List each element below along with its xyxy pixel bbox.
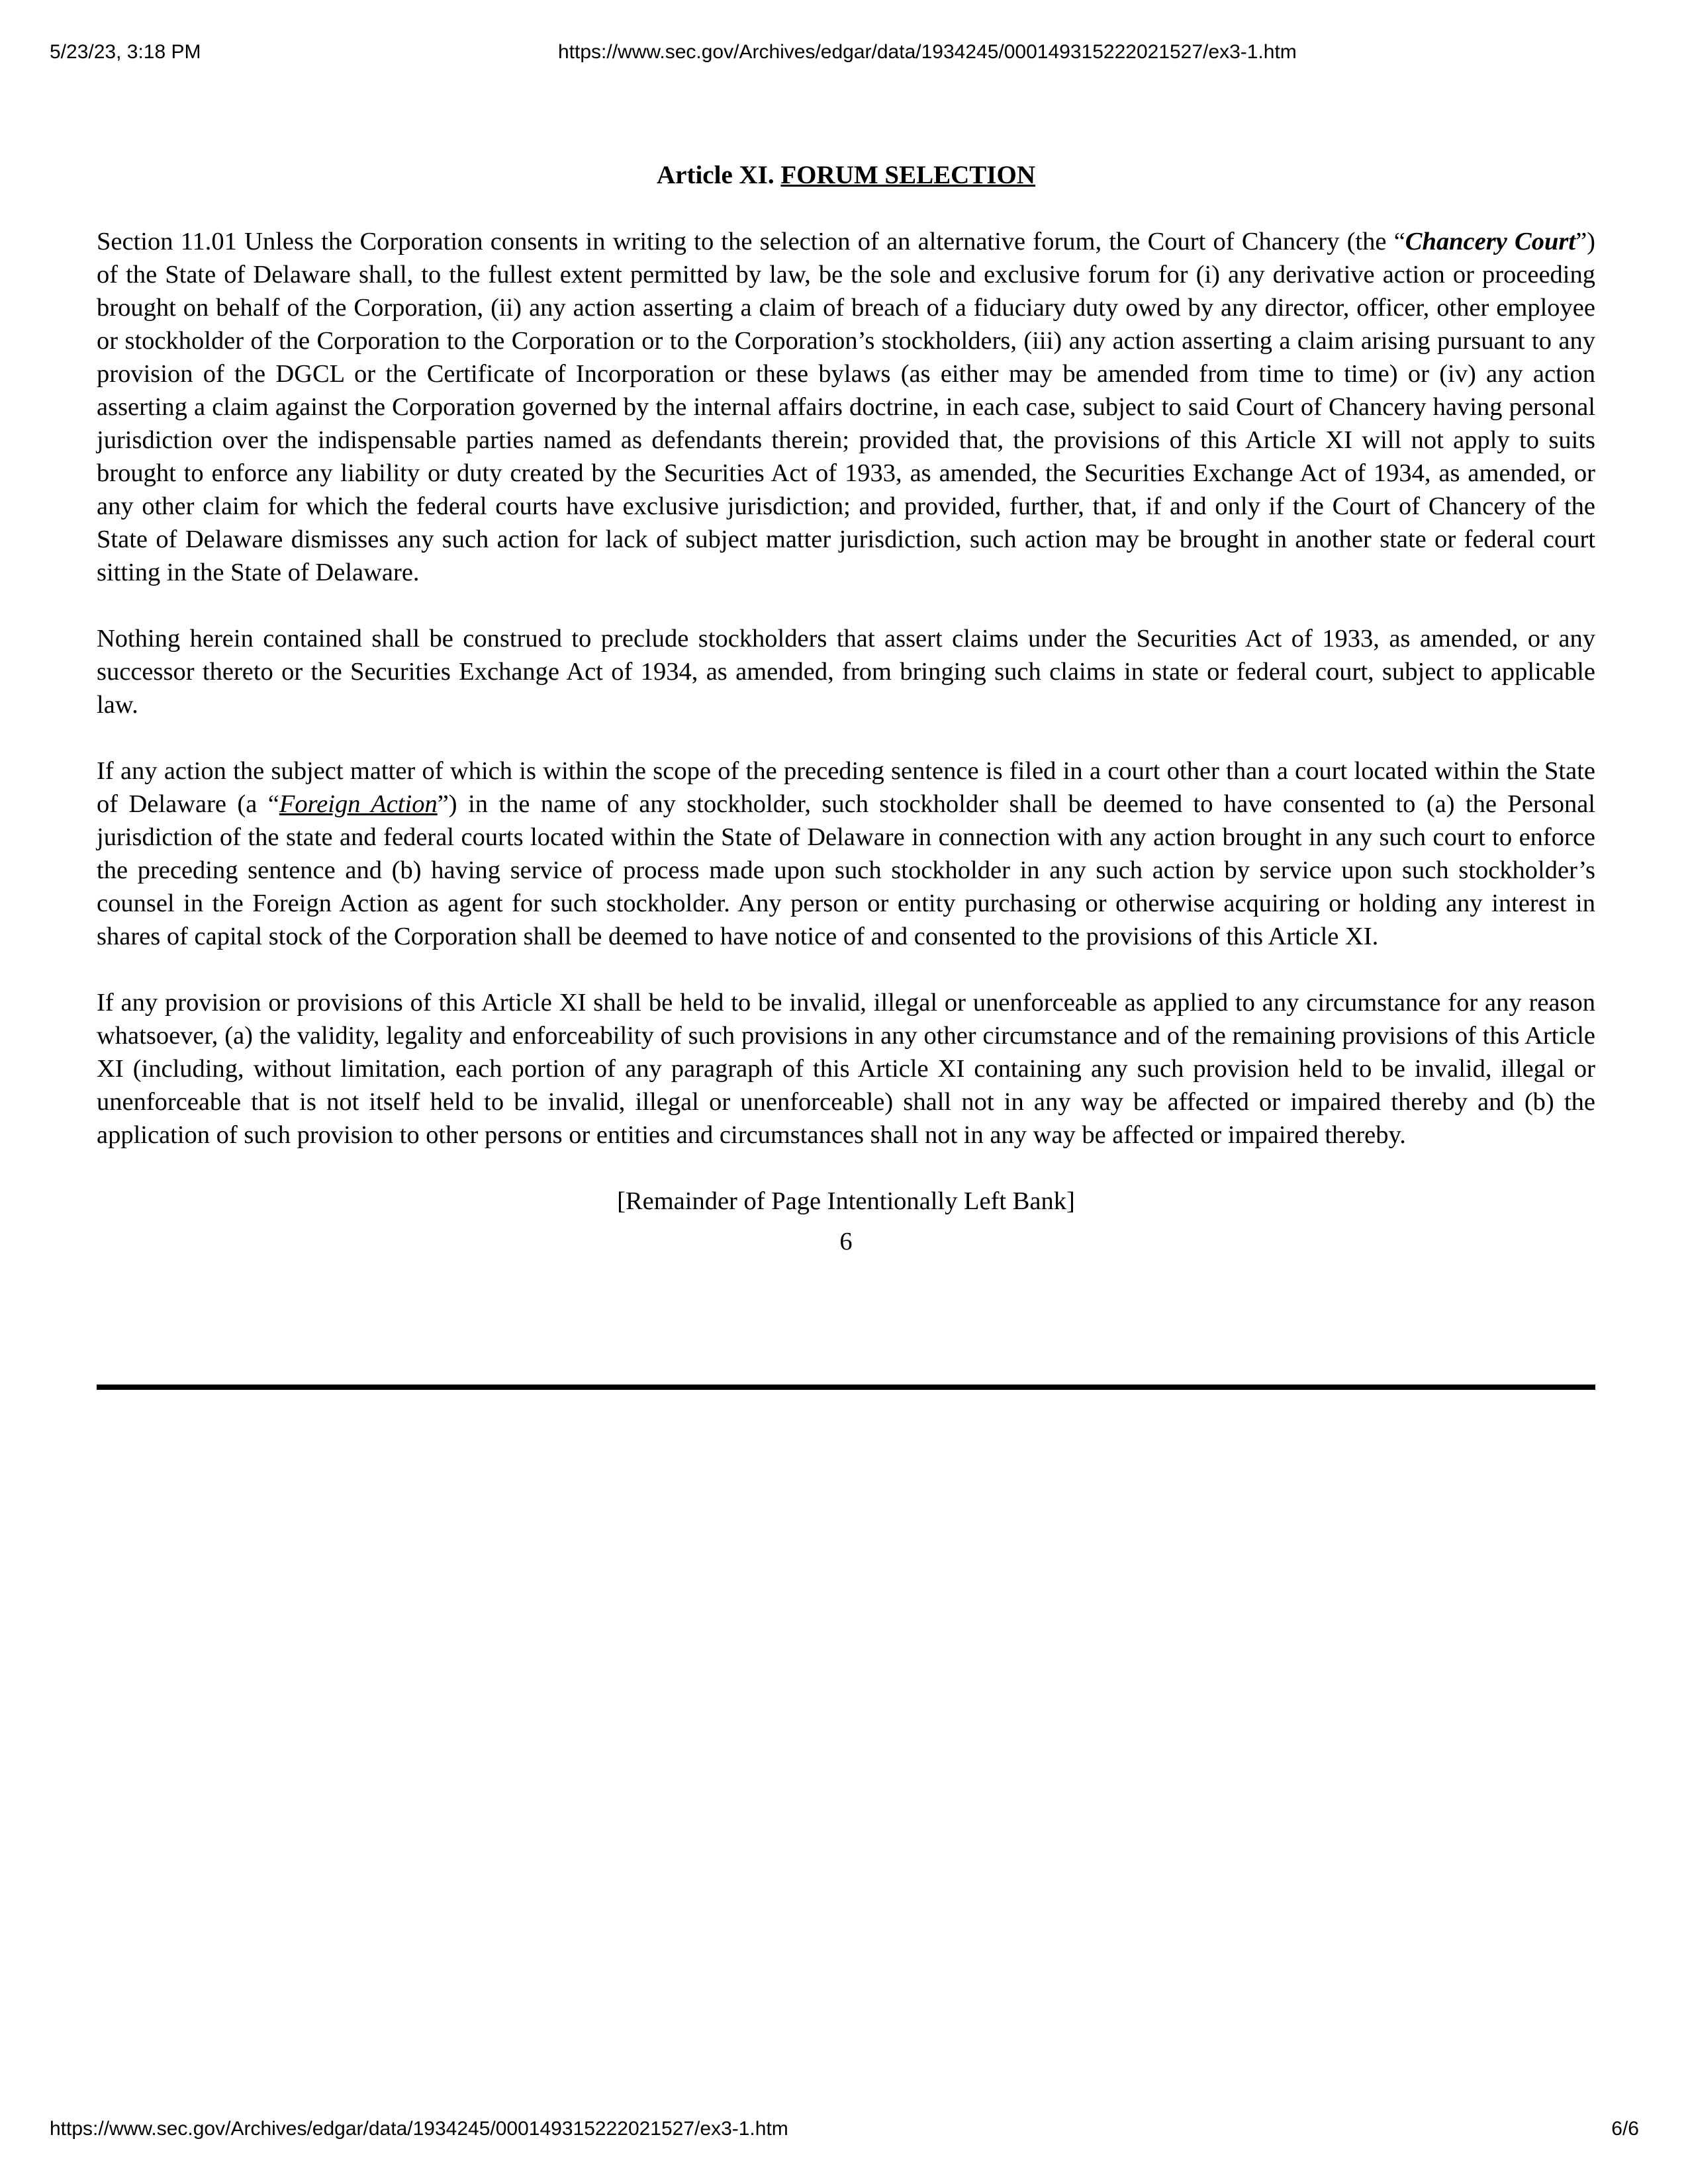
page-number: 6 — [839, 1228, 853, 1255]
defined-term-foreign-action: Foreign Action — [279, 790, 438, 818]
article-heading: FORUM SELECTION — [780, 161, 1035, 189]
print-footer-url: https://www.sec.gov/Archives/edgar/data/1934245/000149315222021527/ex3-1.htm — [50, 2118, 788, 2140]
article-prefix: Article XI. — [657, 161, 774, 189]
section-11-01-text-start: Section 11.01 Unless the Corporation consents in writing to the selection of an alternative forum, the Court of Chancery (the “ — [97, 228, 1405, 255]
foreign-action-text-end: ”) in the name of any stockholder, such stockholder shall be deemed to have consented to (a) the Personal jurisdiction of the state and federal courts located within the State of Delaware in connection with any action brought in any such court to enforce the preceding sentence and (b) having service of process made upon such stockholder in any such action by service upon such stockholder’s counsel in the Foreign Action as agent for such stockholder. Any person or entity purchasing or otherwise acquiring or holding any interest in shares of capital stock of the Corporation shall be deemed to have notice of and consented to the provisions of this Article XI. — [97, 790, 1596, 950]
section-11-01-paragraph — [97, 225, 1595, 589]
remainder-note: [Remainder of Page Intentionally Left Bank] — [617, 1187, 1075, 1215]
print-page-count: 6/6 — [1611, 2118, 1639, 2140]
page-divider — [97, 1385, 1595, 1390]
section-11-01-text-end: ”) of the State of Delaware shall, to the fullest extent permitted by law, be the sole and exclusive forum for (i) any derivative action or proceeding brought on behalf of the Corporation, (ii) any action asserting a claim of breach of a fiduciary duty owed by any director, officer, other employee or stockholder of the Corporation to the Corporation or to the Corporation’s stockholders, (iii) any action asserting a claim arising pursuant to any provision of the DGCL or the Certificate of Incorporation or these bylaws (as either may be amended from time to time) or (iv) any action asserting a claim against the Corporation governed by the internal affairs doctrine, in each case, subject to said Court of Chancery having personal jurisdiction over the indispensable parties named as defendants therein; provided that, the provisions of this Article XI will not apply to suits brought to enforce any liability or duty created by the Securities Act of 1933, as amended, the Securities Exchange Act of 1934, as amended, or any other claim for which the federal courts have exclusive jurisdiction; and provided, further, that, if and only if the Court of Chancery of the State of Delaware dismisses any such action for lack of subject matter jurisdiction, such action may be brought in another state or federal court sitting in the State of Delaware. — [97, 228, 1595, 586]
defined-term-chancery-court: Chancery Court — [1405, 228, 1576, 255]
document-body — [97, 159, 1595, 1255]
print-datetime: 5/23/23, 3:18 PM — [50, 41, 201, 63]
securities-claims-paragraph: Nothing herein contained shall be construed to preclude stockholders that assert claims under the Securities Act of 1933, as amended, or any successor thereto or the Securities Exchange Act of 1934, as amended, from bringing such claims in state or federal court, subject to applicable law. — [97, 625, 1595, 719]
print-header-url: https://www.sec.gov/Archives/edgar/data/1934245/000149315222021527/ex3-1.htm — [558, 41, 1297, 63]
article-title — [97, 159, 1595, 192]
foreign-action-text-start: If any action the subject matter of which is within the scope of the preceding sentence is filed in a court other than a court located within the State of Delaware (a “ — [97, 757, 1595, 818]
severability-paragraph: If any provision or provisions of this Article XI shall be held to be invalid, illegal or unenforceable as applied to any circumstance for any reason whatsoever, (a) the validity, legality and enforceability of such provisions in any other circumstance and of the remaining provisions of this Article XI (including, without limitation, each portion of any paragraph of this Article XI containing any such provision held to be invalid, illegal or unenforceable that is not itself held to be invalid, illegal or unenforceable) shall not in any way be affected or impaired thereby and (b) the application of such provision to other persons or entities and circumstances shall not in any way be affected or impaired thereby. — [97, 989, 1595, 1149]
foreign-action-paragraph — [97, 754, 1595, 953]
